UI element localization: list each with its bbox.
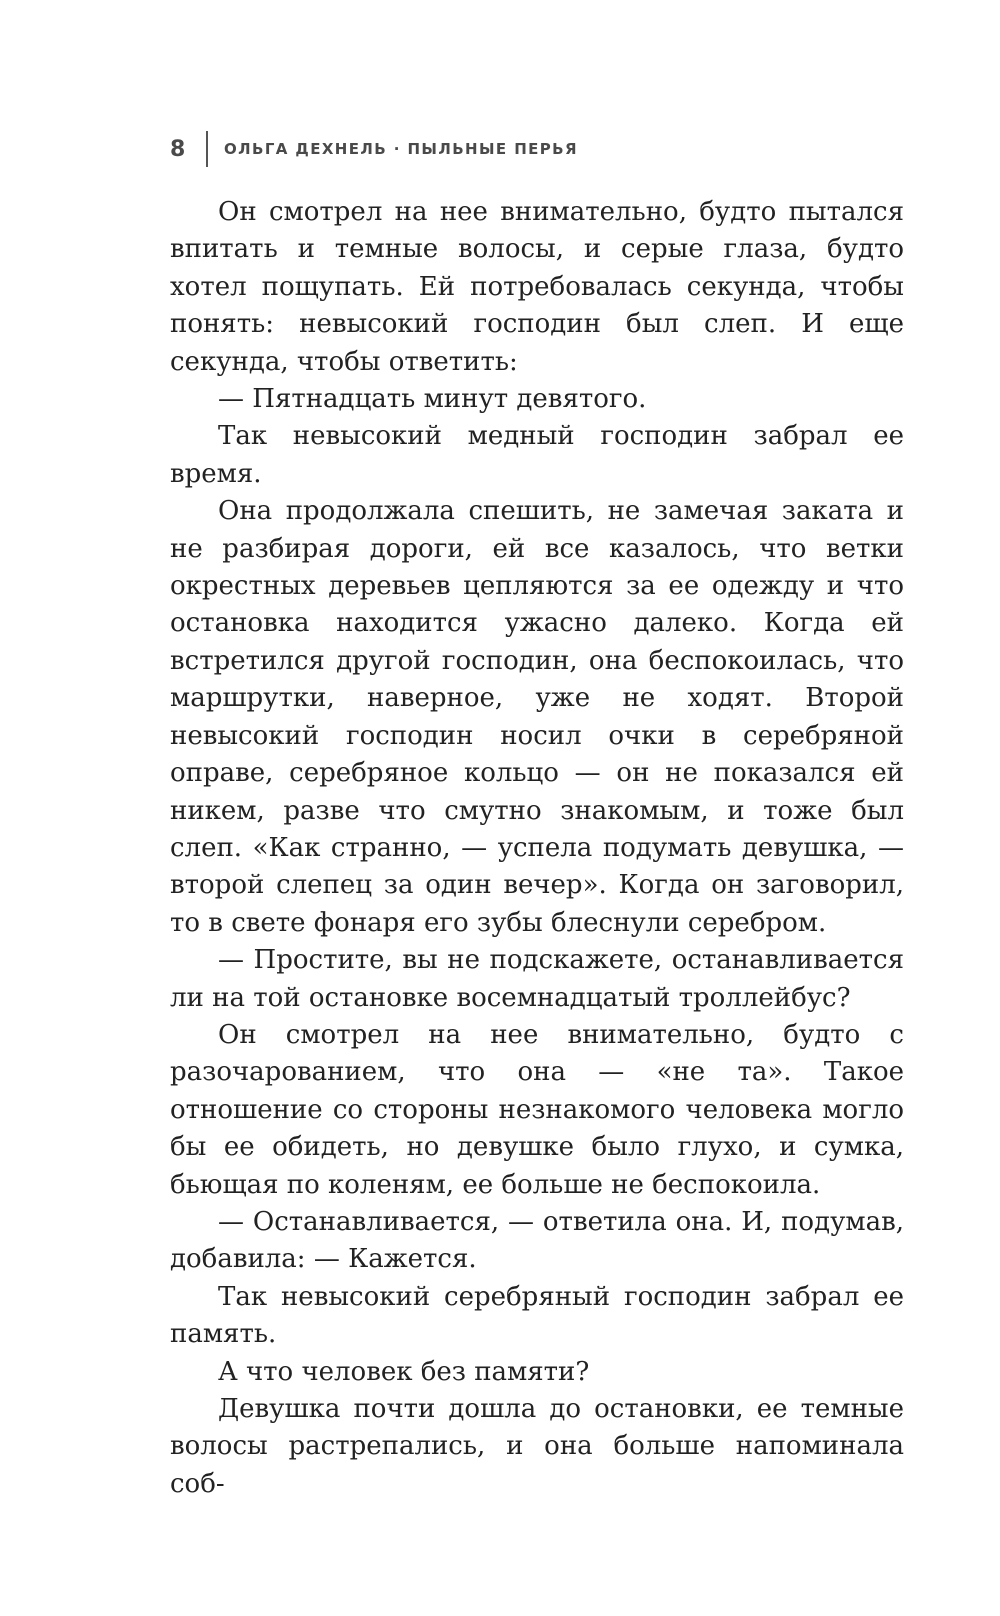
page-number: 8 — [170, 136, 187, 162]
paragraph: А что человек без памяти? — [218, 1356, 590, 1387]
running-head-title: ОЛЬГА ДЕХНЕЛЬ · ПЫЛЬНЫЕ ПЕРЬЯ — [224, 140, 578, 158]
paragraph: Девушка почти дошла до остановки, ее темные волосы растрепались, и она больше напоминала соб- — [170, 1394, 904, 1499]
paragraph: — Простите, вы не подскажете, останавливается ли на той остановке восемнадцатый троллейбус? — [170, 945, 904, 1013]
running-head — [170, 129, 578, 169]
paragraph: — Пятнадцать минут девятого. — [218, 384, 647, 415]
body-text — [170, 194, 904, 1503]
header-divider — [206, 131, 208, 167]
paragraph: Так невысокий серебряный господин забрал ее память. — [170, 1281, 904, 1350]
paragraph: Он смотрел на нее внимательно, будто пытался впитать и темные волосы, и серые глаза, будто хотел пощупать. Ей потребовалась секунда, чтобы понять: невысокий господин был слеп. И еще секунда, чтобы ответить: — [170, 197, 904, 377]
paragraph: Она продолжала спешить, не замечая заката и не разбирая дороги, ей все казалось, что ветки окрестных деревьев цепляются за ее одежду и что остановка находится ужасно далеко. Когда ей встретился другой господин, она беспокоилась, что маршрутки, наверное, уже не ходят. Второй невысокий господин носил очки в серебряной оправе, серебряное кольцо — он не показался ей никем, разве что смутно знакомым, и тоже был слеп. «Как странно, — успела подумать девушка, — второй слепец за один вечер». Когда он заговорил, то в свете фонаря его зубы блеснули серебром. — [170, 496, 904, 938]
paragraph: — Останавливается, — ответила она. И, подумав, добавила: — Кажется. — [170, 1206, 904, 1275]
paragraph: Так невысокий медный господин забрал ее время. — [170, 421, 904, 489]
paragraph: Он смотрел на нее внимательно, будто с разочарованием, что она — «не та». Такое отношение со стороны незнакомого человека могло бы ее обидеть, но девушке было глухо, и сумка, бьющая по коленям, ее больше не беспокоила. — [170, 1019, 904, 1200]
